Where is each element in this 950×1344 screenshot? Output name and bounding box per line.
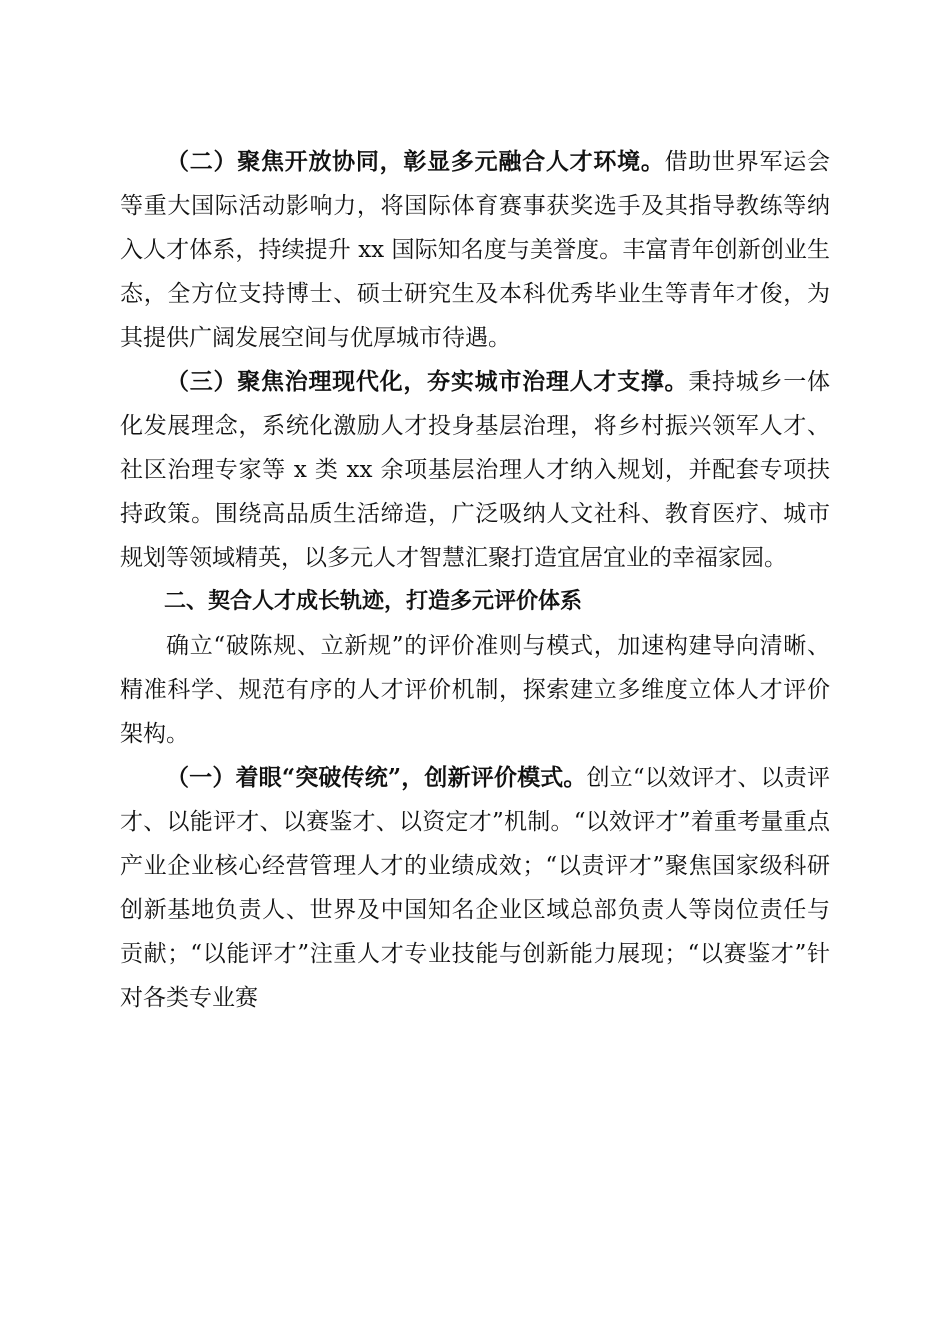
paragraph-governance [120, 360, 830, 580]
paragraph-open-collaboration [120, 140, 830, 360]
paragraph-text: 秉持城乡一体化发展理念，系统化激励人才投身基层治理，将乡村振兴领军人才、社区治理专家等 x 类 xx 余项基层治理人才纳入规划，并配套专项扶持政策。围绕高品质生活缔造，广泛吸纳人文社科、教育医疗、城市规划等领域精英，以多元人才智慧汇聚打造宜居宜业的幸福家园。 [120, 369, 831, 571]
paragraph-lead: （三）聚焦治理现代化，夯实城市治理人才支撑。 [166, 368, 689, 395]
document-body [120, 140, 830, 1020]
paragraph-lead: （一）着眼“突破传统”，创新评价模式。 [166, 764, 587, 791]
paragraph-lead: （二）聚焦开放协同，彰显多元融合人才环境。 [166, 148, 665, 175]
paragraph-intro: 确立“破陈规、立新规”的评价准则与模式，加速构建导向清晰、精准科学、规范有序的人才评价机制，探索建立多维度立体人才评价架构。 [120, 633, 830, 747]
paragraph-innovate-evaluation [120, 756, 830, 1020]
section-heading: 二、契合人才成长轨迹，打造多元评价体系 [164, 589, 583, 614]
paragraph-text: 借助世界军运会等重大国际活动影响力，将国际体育赛事获奖选手及其指导教练等纳入人才体系，持续提升 xx 国际知名度与美誉度。丰富青年创新创业生态，全方位支持博士、硕士研究生及本科优秀毕业生等青年才俊，为其提供广阔发展空间与优厚城市待遇。 [120, 149, 831, 351]
paragraph-text: 创立“以效评才、以责评才、以能评才、以赛鉴才、以资定才”机制。“以效评才”着重考量重点产业企业核心经营管理人才的业绩成效；“以责评才”聚焦国家级科研创新基地负责人、世界及中国知名企业区域总部负责人等岗位责任与贡献；“以能评才”注重人才专业技能与创新能力展现；“以赛鉴才”针对各类专业赛 [120, 765, 830, 1011]
